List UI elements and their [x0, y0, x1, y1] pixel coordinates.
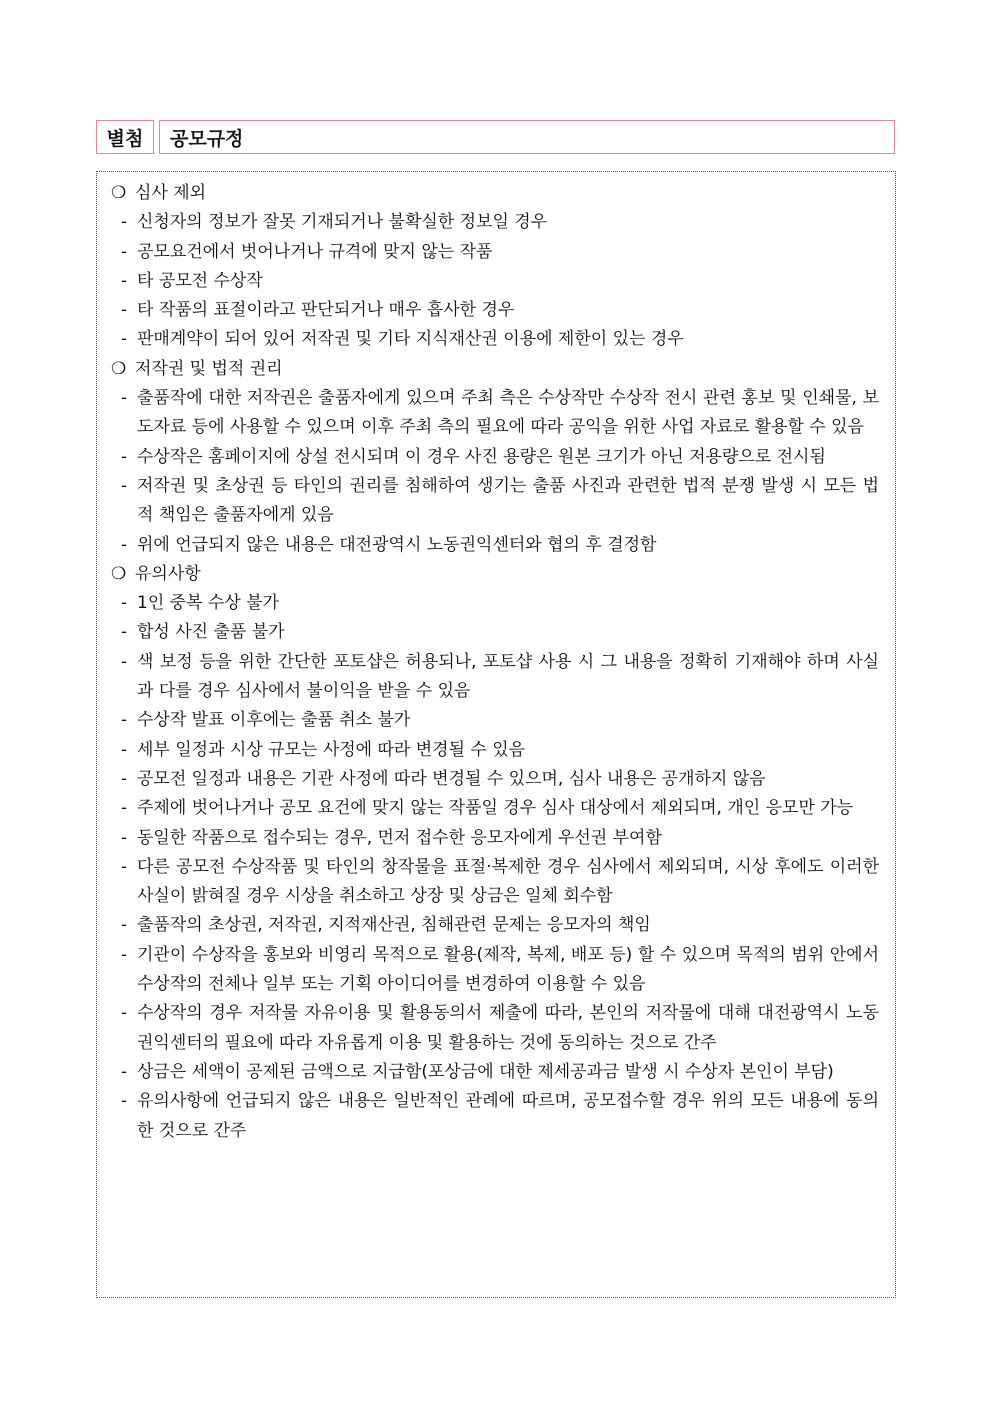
dash-bullet: - [120, 270, 128, 291]
list-item [111, 296, 879, 325]
dash-bullet: - [120, 739, 128, 760]
dash-bullet: - [120, 329, 128, 350]
list-item-text: 동일한 작품으로 접수되는 경우, 먼저 접수한 응모자에게 우선권 부여함 [137, 827, 662, 848]
list-item [111, 794, 879, 823]
list-item [111, 589, 879, 618]
dash-bullet: - [120, 768, 128, 789]
list-item-text: 타 작품의 표절이라고 판단되거나 매우 흡사한 경우 [137, 300, 515, 321]
dash-bullet: - [120, 300, 128, 321]
list-item [111, 208, 879, 237]
dash-bullet: - [120, 944, 128, 965]
dash-bullet: - [120, 651, 128, 672]
dash-bullet: - [120, 798, 128, 819]
dash-bullet: - [120, 241, 128, 262]
list-item [111, 472, 879, 531]
dash-bullet: - [120, 593, 128, 614]
list-item-text: 합성 사진 출품 불가 [137, 622, 285, 643]
list-item-text: 다른 공모전 수상작품 및 타인의 창작물을 표절·복제한 경우 심사에서 제외되며, 시상 후에도 이러한 사실이 밝혀질 경우 시상을 취소하고 상장 및 상금은 일체 회수함 [137, 856, 879, 907]
dash-bullet: - [120, 1061, 128, 1082]
list-item-text: 수상작 발표 이후에는 출품 취소 불가 [137, 710, 411, 731]
dash-bullet: - [120, 446, 128, 467]
list-item-text: 1인 중복 수상 불가 [137, 593, 279, 614]
list-item [111, 1058, 879, 1087]
list-item-text: 주제에 벗어나거나 공모 요건에 맞지 않는 작품일 경우 심사 대상에서 제외되며, 개인 응모만 가능 [137, 798, 854, 819]
dash-bullet: - [120, 1003, 128, 1024]
circle-bullet-icon: ❍ [111, 563, 127, 584]
list-item [111, 648, 879, 707]
dash-bullet: - [120, 388, 128, 409]
list-item-text: 공모요건에서 벗어나거나 규격에 맞지 않는 작품 [137, 241, 493, 262]
dash-bullet: - [120, 212, 128, 233]
list-item-text: 저작권 및 초상권 등 타인의 권리를 침해하여 생기는 출품 사진과 관련한 법적 분쟁 발생 시 모든 법적 책임은 출품자에게 있음 [137, 475, 879, 526]
list-item-text: 판매계약이 되어 있어 저작권 및 기타 지식재산권 이용에 제한이 있는 경우 [137, 329, 684, 350]
list-item [111, 443, 879, 472]
dash-bullet: - [120, 1091, 128, 1112]
list-item [111, 736, 879, 765]
section [111, 560, 879, 1146]
list-item [111, 941, 879, 1000]
list-item-text: 색 보정 등을 위한 간단한 포토샵은 허용되나, 포토샵 사용 시 그 내용을 정확히 기재해야 하며 사실과 다를 경우 심사에서 불이익을 받을 수 있음 [137, 651, 879, 702]
list-item-text: 위에 언급되지 않은 내용은 대전광역시 노동권익센터와 협의 후 결정함 [137, 534, 657, 555]
dash-bullet: - [120, 475, 128, 496]
section [111, 179, 879, 355]
dash-bullet: - [120, 856, 128, 877]
list-item [111, 267, 879, 296]
section-heading-text: 저작권 및 법적 권리 [135, 358, 283, 379]
list-item-text: 타 공모전 수상작 [137, 270, 263, 291]
list-item-text: 세부 일정과 시상 규모는 사정에 따라 변경될 수 있음 [137, 739, 526, 760]
section-heading-text: 유의사항 [135, 563, 201, 584]
list-item-text: 기관이 수상작을 홍보와 비영리 목적으로 활용(제작, 복제, 배포 등) 할 수 있으며 목적의 범위 안에서 수상작의 전체나 일부 또는 기획 아이디어를 변경하여 이용할 수 있음 [137, 944, 879, 995]
list-item [111, 1087, 879, 1146]
list-item-text: 상금은 세액이 공제된 금액으로 지급함(포상금에 대한 제세공과금 발생 시 수상자 본인이 부담) [137, 1061, 834, 1082]
list-item [111, 706, 879, 735]
list-item [111, 765, 879, 794]
section-heading [111, 355, 879, 384]
list-item [111, 853, 879, 912]
circle-bullet-icon: ❍ [111, 358, 127, 379]
circle-bullet-icon: ❍ [111, 183, 127, 203]
section-heading [111, 179, 879, 208]
dash-bullet: - [120, 915, 128, 936]
list-item-text: 수상작은 홈페이지에 상설 전시되며 이 경우 사진 용량은 원본 크기가 아닌 저용량으로 전시됨 [137, 446, 826, 467]
list-item [111, 999, 879, 1058]
list-item [111, 618, 879, 647]
list-item [111, 325, 879, 354]
list-item-text: 수상작의 경우 저작물 자유이용 및 활용동의서 제출에 따라, 본인의 저작물에 대해 대전광역시 노동권익센터의 필요에 따라 자유롭게 이용 및 활용하는 것에 동의하는 것으로 간주 [137, 1003, 879, 1053]
list-item-text: 출품작의 초상권, 저작권, 지적재산권, 침해관련 문제는 응모자의 책임 [137, 915, 651, 936]
list-item [111, 238, 879, 267]
dash-bullet: - [120, 622, 128, 643]
list-item-text: 신청자의 정보가 잘못 기재되거나 불확실한 정보일 경우 [137, 212, 548, 233]
section [111, 355, 879, 560]
list-item [111, 911, 879, 940]
page-title: 공모규정 [159, 120, 895, 154]
regulation-content [96, 171, 896, 1298]
dash-bullet: - [120, 827, 128, 848]
list-item [111, 531, 879, 560]
list-item [111, 384, 879, 443]
list-item-text: 유의사항에 언급되지 않은 내용은 일반적인 관례에 따르며, 공모접수할 경우 위의 모든 내용에 동의한 것으로 간주 [137, 1091, 879, 1141]
section-heading [111, 560, 879, 589]
document-header [96, 120, 896, 156]
dash-bullet: - [120, 534, 128, 555]
list-item-text: 공모전 일정과 내용은 기관 사정에 따라 변경될 수 있으며, 심사 내용은 공개하지 않음 [137, 768, 766, 789]
list-item [111, 824, 879, 853]
list-item-text: 출품작에 대한 저작권은 출품자에게 있으며 주최 측은 수상작만 수상작 전시 관련 홍보 및 인쇄물, 보도자료 등에 사용할 수 있으며 이후 주최 측의 필요에 따라 공익을 위한 사업 자료로 활용할 수 있음 [137, 388, 879, 438]
attachment-tag: 별첨 [96, 120, 154, 154]
dash-bullet: - [120, 710, 128, 731]
section-heading-text: 심사 제외 [135, 183, 207, 203]
